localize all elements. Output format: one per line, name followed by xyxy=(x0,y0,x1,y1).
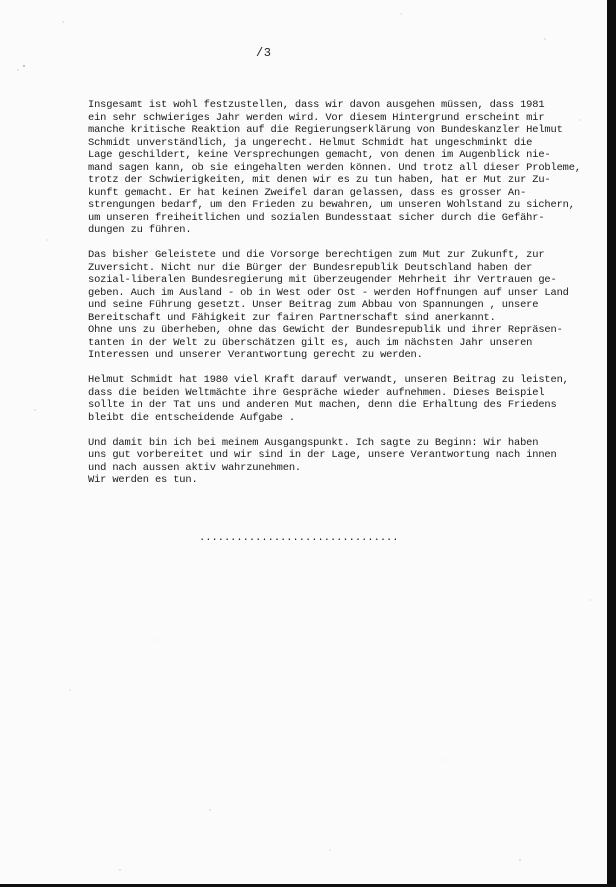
text-line: Ohne uns zu überheben, ohne das Gewicht der Bundesrepublik und ihrer Repräsen- xyxy=(88,324,563,336)
paragraph-1 xyxy=(88,99,588,237)
text-line: Und damit bin ich bei meinem Ausgangspunkt. Ich sagte zu Beginn: Wir haben xyxy=(88,436,539,449)
text-line: Interessen und unserer Verantwortung gerecht zu werden. xyxy=(88,349,423,361)
text-line: sollte in der Tat uns und anderen Mut machen, denn die Erhaltung des Friedens xyxy=(88,399,557,411)
text-line: ein sehr schwieriges Jahr werden wird. Vor diesem Hintergrund erscheint mir xyxy=(88,111,545,124)
text-line: strengungen bedarf, um den Frieden zu bewahren, um unseren Wohlstand zu sichern, xyxy=(88,199,575,211)
text-line: bleibt die entscheidende Aufgabe . xyxy=(88,411,295,424)
text-line: Helmut Schmidt hat 1980 viel Kraft darauf verwandt, unseren Beitrag zu leisten, xyxy=(88,374,569,386)
text-line: um unseren freiheitlichen und sozialen Bundesstaat sicher durch die Gefähr- xyxy=(88,211,545,224)
text-line: kunft gemacht. Er hat keinen Zweifel daran gelassen, dass es grosser An- xyxy=(88,186,527,199)
text-line: Schmidt unverständlich, ja ungerecht. Helmut Schmidt hat ungeschminkt die xyxy=(88,136,533,149)
text-line: Wir werden es tun. xyxy=(88,474,198,486)
text-line: mand sagen kann, ob sie eingehalten werden können. Und trotz all dieser Probleme, xyxy=(88,161,581,174)
paragraph-4 xyxy=(88,437,588,487)
text-line: Bereitschaft und Fähigkeit zur fairen Partnerschaft sind anerkannt. xyxy=(88,311,496,324)
text-line: dungen zu führen. xyxy=(88,224,192,236)
paragraph-2 xyxy=(88,249,588,362)
text-line: Zuversicht. Nicht nur die Bürger der Bundesrepublik Deutschland haben der xyxy=(88,261,533,274)
text-line: dass die beiden Weltmächte ihre Gespräche wieder aufnehmen. Dieses Beispiel xyxy=(88,386,545,399)
text-line: und nach aussen aktiv wahrzunehmen. xyxy=(88,461,301,474)
text-line: Insgesamt ist wohl festzustellen, dass wir davon ausgehen müssen, dass 1981 xyxy=(88,99,545,111)
scan-edge-shadow xyxy=(607,0,616,887)
page-number: /3 xyxy=(256,46,272,60)
text-line: trotz der Schwierigkeiten, mit denen wir es zu tun haben, hat er Mut zur Zu- xyxy=(88,174,551,186)
paragraph-3 xyxy=(88,374,588,424)
text-line: Das bisher Geleistete und die Vorsorge berechtigen zum Mut zur Zukunft, zur xyxy=(88,249,545,261)
text-line: tanten in der Welt zu überschätzen gilt es, auch im nächsten Jahr unseren xyxy=(88,336,533,349)
text-line: sozial-liberalen Bundesregierung mit überzeugender Mehrheit ihr Vertrauen ge- xyxy=(88,274,557,286)
text-line: Lage geschildert, keine Versprechungen gemacht, von denen im Augenblick nie- xyxy=(88,149,551,161)
text-line: und seine Führung gesetzt. Unser Beitrag zum Abbau von Spannungen , unsere xyxy=(88,299,539,311)
text-line: manche kritische Reaktion auf die Regierungserklärung von Bundeskanzler Helmut xyxy=(88,124,563,136)
text-line: uns gut vorbereitet und wir sind in der Lage, unsere Verantwortung nach innen xyxy=(88,449,557,461)
dotted-separator: ................................ xyxy=(199,532,399,544)
text-line: geben. Auch im Ausland - ob in West oder Ost - werden Hoffnungen auf unser Land xyxy=(88,286,569,299)
letter-body xyxy=(88,99,588,499)
